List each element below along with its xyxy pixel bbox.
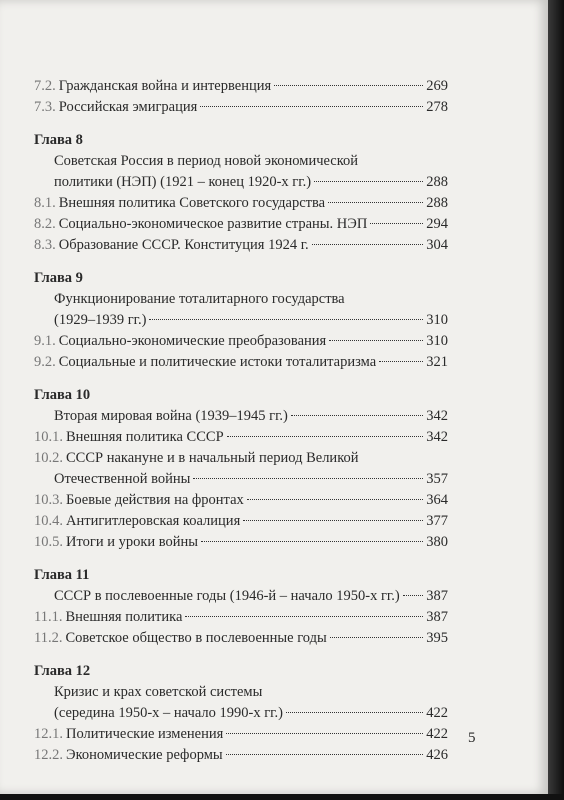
entry-number: 8.3. xyxy=(34,237,56,253)
page-number: 5 xyxy=(468,730,476,746)
entry-page: 310 xyxy=(426,312,448,328)
toc-entry xyxy=(34,214,448,235)
dot-leader xyxy=(403,595,424,596)
toc-entry xyxy=(34,532,448,553)
dot-leader xyxy=(379,361,423,362)
entry-title: СССР накануне и в начальный период Великой xyxy=(66,450,359,466)
dot-leader xyxy=(329,340,423,341)
dot-leader xyxy=(243,520,423,521)
entry-title: Политические изменения xyxy=(66,726,224,742)
dot-leader xyxy=(312,244,424,245)
entry-title: Социально-экономические преобразования xyxy=(58,333,327,349)
chapter-heading-row xyxy=(34,586,448,607)
toc-entry xyxy=(34,235,448,256)
toc-entry-continued xyxy=(34,469,448,490)
dot-leader xyxy=(328,202,423,203)
entry-page: 387 xyxy=(426,609,448,625)
entry-title: Отечественной войны xyxy=(54,471,191,487)
entry-number: 10.1. xyxy=(34,429,63,445)
dot-leader xyxy=(286,712,423,713)
chapter-heading: Советская Россия в период новой экономической xyxy=(54,153,359,169)
entry-title: Итоги и уроки войны xyxy=(66,534,199,550)
entry-number: 11.1. xyxy=(34,609,63,625)
dot-leader xyxy=(226,754,424,755)
dot-leader xyxy=(226,733,423,734)
entry-number: 12.2. xyxy=(34,747,63,763)
entry-number: 10.2. xyxy=(34,450,63,466)
chapter-heading-row xyxy=(34,703,448,724)
entry-page: 364 xyxy=(426,492,448,508)
scan-bottom-edge xyxy=(0,794,564,800)
dot-leader xyxy=(227,436,424,437)
entry-number: 9.1. xyxy=(34,333,56,349)
entry-page: 395 xyxy=(426,630,448,646)
dot-leader xyxy=(330,637,424,638)
dot-leader xyxy=(200,106,423,107)
entry-page: 380 xyxy=(426,534,448,550)
entry-number: 10.3. xyxy=(34,492,63,508)
dot-leader xyxy=(291,415,423,416)
entry-number: 12.1. xyxy=(34,726,63,742)
toc-entry xyxy=(34,628,448,649)
entry-title: Экономические реформы xyxy=(66,747,223,763)
chapter-heading: (1929–1939 гг.) xyxy=(54,312,147,328)
dot-leader xyxy=(149,319,423,320)
entry-title: Социально-экономическое развитие страны. НЭП xyxy=(58,216,368,232)
entry-title: Боевые действия на фронтах xyxy=(66,492,244,508)
entry-number: 9.2. xyxy=(34,354,56,370)
chapter-heading: политики (НЭП) (1921 – конец 1920-х гг.) xyxy=(54,174,312,190)
chapter-heading-row xyxy=(34,172,448,193)
entry-page: 387 xyxy=(426,588,448,604)
entry-title: Образование СССР. Конституция 1924 г. xyxy=(58,237,309,253)
toc-entry xyxy=(34,331,448,352)
toc-entry xyxy=(34,352,448,373)
entry-page: 377 xyxy=(426,513,448,529)
dot-leader xyxy=(370,223,423,224)
entry-number: 8.2. xyxy=(34,216,56,232)
entry-page: 342 xyxy=(426,408,448,424)
toc-entry xyxy=(34,427,448,448)
entry-number: 8.1. xyxy=(34,195,56,211)
toc-entry xyxy=(34,490,448,511)
toc-entry xyxy=(34,448,448,469)
entry-page: 288 xyxy=(426,174,448,190)
toc-entry xyxy=(34,76,448,97)
entry-title: Внешняя политика СССР xyxy=(66,429,224,445)
toc-entry xyxy=(34,745,448,766)
chapter-heading: Вторая мировая война (1939–1945 гг.) xyxy=(54,408,288,424)
chapter-label: Глава 9 xyxy=(34,270,83,286)
entry-number: 10.4. xyxy=(34,513,63,529)
table-of-contents xyxy=(34,76,448,766)
entry-page: 278 xyxy=(426,99,448,115)
dot-leader xyxy=(247,499,423,500)
chapter-label: Глава 8 xyxy=(34,132,83,148)
chapter-heading-row xyxy=(34,406,448,427)
dot-leader xyxy=(193,478,423,479)
toc-entry xyxy=(34,193,448,214)
chapter-heading-row xyxy=(34,310,448,331)
entry-page: 269 xyxy=(426,78,448,94)
entry-page: 422 xyxy=(426,726,448,742)
entry-page: 294 xyxy=(426,216,448,232)
toc-entry xyxy=(34,511,448,532)
entry-title: Внешняя политика Советского государства xyxy=(58,195,326,211)
dot-leader xyxy=(274,85,423,86)
toc-entry xyxy=(34,97,448,118)
entry-title: Социальные и политические истоки тоталитаризма xyxy=(58,354,377,370)
dot-leader xyxy=(201,541,423,542)
chapter-heading: СССР в послевоенные годы (1946-й – начало 1950-х гг.) xyxy=(54,588,400,604)
book-spine-edge xyxy=(548,0,564,800)
chapter-label: Глава 11 xyxy=(34,567,90,583)
chapter-heading: (середина 1950-х – начало 1990-х гг.) xyxy=(54,705,283,721)
dot-leader xyxy=(185,616,423,617)
chapter-label: Глава 10 xyxy=(34,387,91,403)
dot-leader xyxy=(314,181,423,182)
entry-page: 357 xyxy=(426,471,448,487)
entry-page: 288 xyxy=(426,195,448,211)
entry-number: 7.3. xyxy=(34,99,56,115)
chapter-heading: Функционирование тоталитарного государства xyxy=(54,291,345,307)
chapter-label: Глава 12 xyxy=(34,663,91,679)
entry-page: 422 xyxy=(426,705,448,721)
entry-title: Советское общество в послевоенные годы xyxy=(65,630,327,646)
entry-page: 321 xyxy=(426,354,448,370)
entry-title: Российская эмиграция xyxy=(58,99,198,115)
toc-entry xyxy=(34,607,448,628)
entry-page: 342 xyxy=(426,429,448,445)
entry-number: 10.5. xyxy=(34,534,63,550)
toc-entry xyxy=(34,724,448,745)
entry-page: 304 xyxy=(426,237,448,253)
entry-title: Гражданская война и интервенция xyxy=(58,78,272,94)
entry-number: 11.2. xyxy=(34,630,63,646)
entry-title: Антигитлеровская коалиция xyxy=(66,513,241,529)
entry-title: Внешняя политика xyxy=(65,609,183,625)
entry-number: 7.2. xyxy=(34,78,56,94)
entry-page: 426 xyxy=(426,747,448,763)
chapter-heading: Кризис и крах советской системы xyxy=(54,684,263,700)
entry-page: 310 xyxy=(426,333,448,349)
